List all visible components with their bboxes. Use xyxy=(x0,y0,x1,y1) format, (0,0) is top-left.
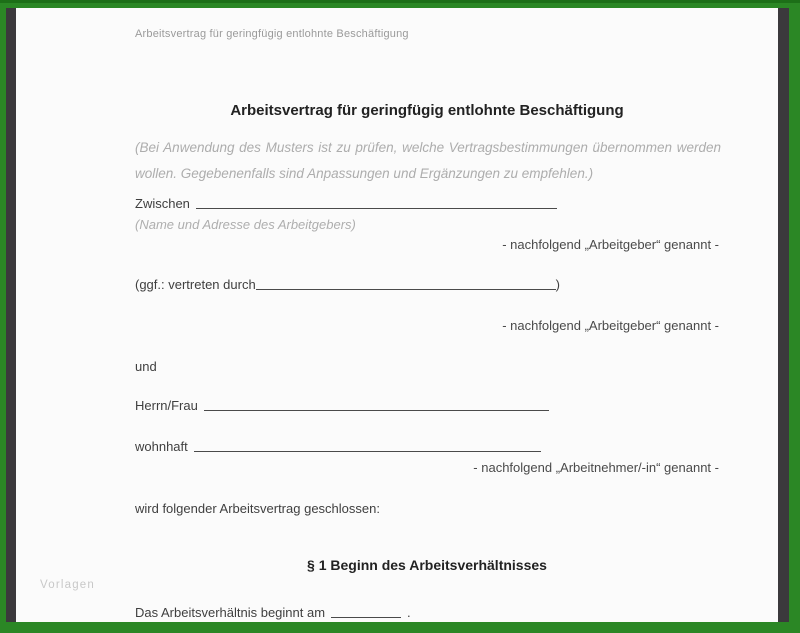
und-label: und xyxy=(135,359,157,374)
representative-blank-line xyxy=(256,277,556,290)
employer-note: - nachfolgend „Arbeitgeber“ genannt - xyxy=(502,237,719,252)
wohnhaft-label: wohnhaft xyxy=(135,439,188,454)
begin-date-row xyxy=(135,605,420,620)
zwischen-label: Zwischen xyxy=(135,196,190,211)
herrnfrau-row xyxy=(135,398,549,413)
vertreten-label: (ggf.: vertreten durch xyxy=(135,277,256,292)
vertreten-row xyxy=(135,277,560,292)
document-running-header: Arbeitsvertrag für geringfügig entlohnte Beschäftigung xyxy=(135,28,409,40)
herrnfrau-label: Herrn/Frau xyxy=(135,398,198,413)
intro-note: (Bei Anwendung des Musters ist zu prüfen, welche Vertragsbestimmungen übernommen werden wollen. Gegebenenfalls sind Anpassungen und Ergänzungen zu empfehlen.) xyxy=(135,140,721,181)
begin-date-blank-line xyxy=(331,605,401,618)
vertreten-close-paren: ) xyxy=(555,277,560,292)
document-title: Arbeitsvertrag für geringfügig entlohnte Beschäftigung xyxy=(230,102,624,119)
employee-address-blank-line xyxy=(194,439,541,452)
employee-note: - nachfolgend „Arbeitnehmer/-in“ genannt - xyxy=(473,460,719,475)
zwischen-row xyxy=(135,196,557,211)
page-shadow xyxy=(6,8,789,622)
vorlagen-watermark: Vorlagen xyxy=(40,579,95,591)
employee-name-blank-line xyxy=(204,398,549,411)
employer-blank-line xyxy=(196,196,557,209)
wohnhaft-row xyxy=(135,439,541,454)
closing-line: wird folgender Arbeitsvertrag geschlossen: xyxy=(135,501,380,516)
contract-document-page xyxy=(16,8,778,622)
section-1-heading: § 1 Beginn des Arbeitsverhältnisses xyxy=(307,557,547,573)
begin-date-label: Das Arbeitsverhältnis beginnt am xyxy=(135,605,326,620)
begin-date-period: . xyxy=(407,605,411,620)
employer-note-2: - nachfolgend „Arbeitgeber“ genannt - xyxy=(502,318,719,333)
employer-hint: (Name und Adresse des Arbeitgebers) xyxy=(135,217,356,232)
